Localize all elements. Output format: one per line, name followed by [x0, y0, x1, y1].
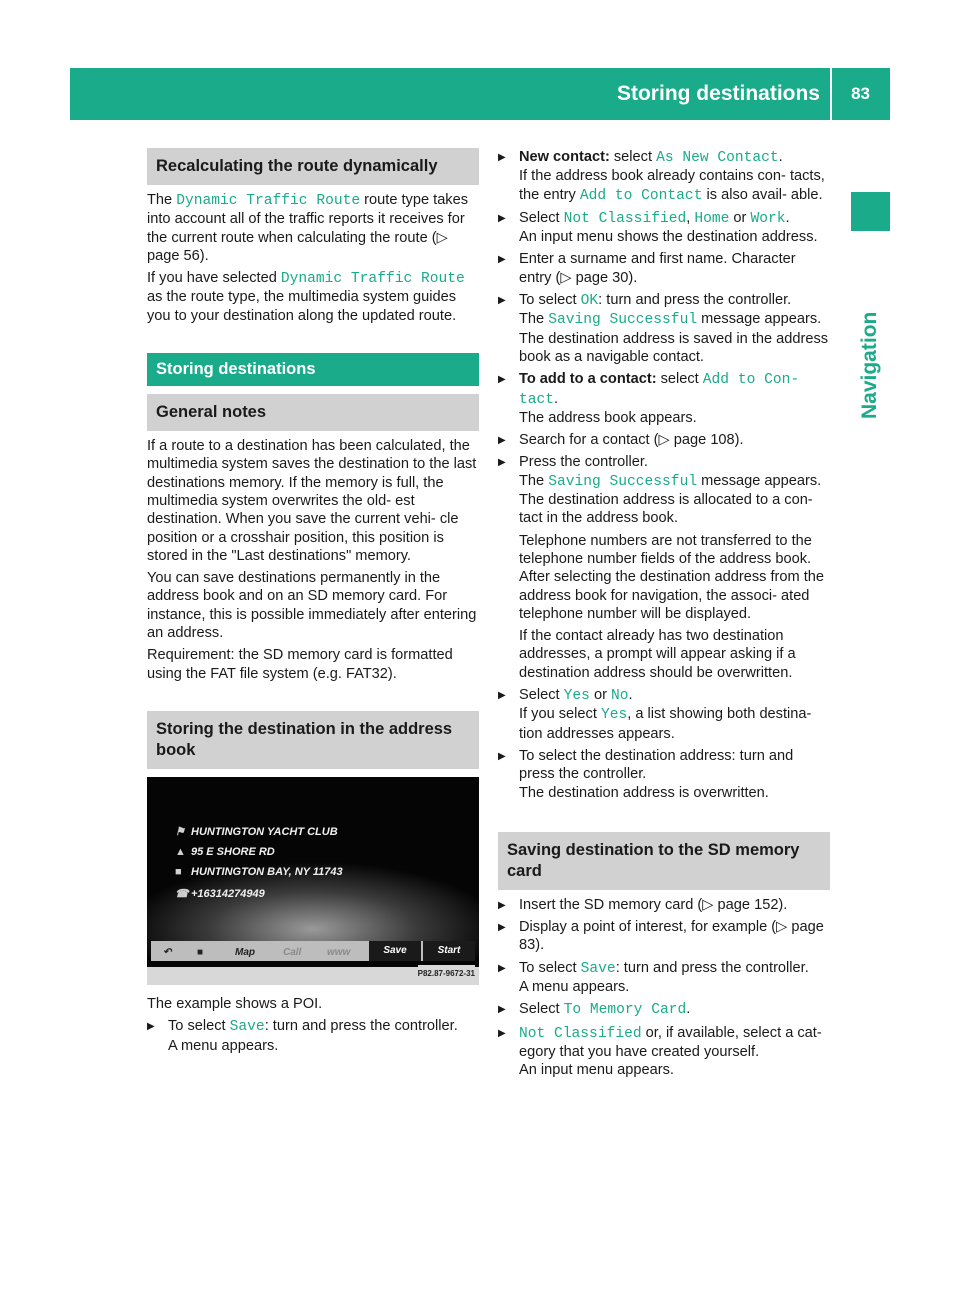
menu-term: To Memory Card — [563, 1002, 687, 1019]
paragraph: Telephone numbers are not transferred to the telephone number fields of the address book. After selecting the destination address from the address book for navigation, the associ- ated telephone number will be displayed. — [519, 532, 825, 622]
step: ▶ To select OK: turn and press the controller. The Saving Successful message appears. The destination address is saved in the address book as a navigable contact. — [498, 291, 830, 366]
figure-caption: The example shows a POI. — [147, 995, 323, 1012]
header-separator — [830, 68, 832, 120]
step: ▶ To select the destination address: turn and press the controller. The destination address is overwritten. — [498, 747, 830, 802]
text: as the route type, the multimedia system guides you to your destination along the updated route. — [147, 289, 457, 324]
page-header — [70, 68, 890, 120]
step: ▶ Select Not Classified, Home or Work. An input menu shows the destination address. — [498, 209, 830, 247]
menu-term: Add to Con- tact — [519, 372, 800, 408]
paragraph — [147, 269, 479, 325]
paragraph: If a route to a destination has been calculated, the multimedia system saves the destination to the last destinations memory. If the memory is full, the multimedia system overwrites the old- est destination. When you save the current vehi- cle position or a crosshair position, this position is stored in the "Last destinations" memory. — [147, 438, 477, 564]
menu-term: As New Contact — [656, 150, 779, 166]
step: ▶ Press the controller. The Saving Successful message appears. The destination address is allocated to a con- tact in the address book. Telephone numbers are not transferred to the telephone number fields of the address book. After selecting the destination address from the address book for navigation, the associ- ated telephone number will be displayed. If the contact already has two destination addresses, a prompt will appear asking if a destination address should be overwritten. — [498, 453, 830, 682]
page-number: 83 — [851, 84, 870, 103]
paragraph: You can save destinations permanently in the address book and on an SD memory card. For instance, this is possible immediately after entering an address. — [147, 570, 477, 642]
poi-row: ☎ +16314274949 — [175, 885, 265, 903]
step: ▶ Insert the SD memory card (▷ page 152). — [498, 896, 830, 914]
step: ▶ Select To Memory Card. — [498, 1000, 830, 1019]
contact-icon[interactable]: ■ — [197, 946, 204, 958]
menu-term: OK — [580, 293, 599, 310]
right-column — [498, 148, 830, 1083]
back-icon[interactable]: ↶ — [163, 946, 172, 958]
menu-term: Yes — [600, 707, 628, 724]
menu-term: Work — [750, 210, 786, 227]
poi-flag-icon: ⚑ — [175, 825, 185, 838]
chapter-label: Navigation — [858, 311, 881, 419]
menu-start[interactable]: Start — [423, 941, 475, 961]
text: The — [147, 192, 177, 208]
step: ▶ Not Classified or, if available, select a cat- egory that you have created yourself. An input menu appears. — [498, 1024, 830, 1080]
text: route type takes into account all of the traffic reports it receives for the current route when calculating the route ( — [147, 192, 469, 246]
section-title-address-book: Storing the destination in the address book — [147, 711, 479, 769]
figure-code: P82.87-9672-31 — [418, 965, 475, 983]
menu-save[interactable]: Save — [369, 941, 421, 961]
chapter-tab — [851, 192, 890, 231]
section-title-storing: Storing destinations — [147, 353, 479, 386]
screen-menu-bar — [151, 941, 475, 961]
menu-www[interactable]: www — [327, 946, 351, 958]
header-title: Storing destinations — [616, 82, 820, 105]
address-pin-icon: ▲ — [175, 845, 186, 858]
section-title-general-notes: General notes — [147, 394, 479, 431]
step: ▶ Select Yes or No. If you select Yes, a list showing both destina- tion addresses appears. — [498, 686, 830, 743]
menu-term: No — [611, 688, 629, 705]
city-icon: ■ — [175, 865, 182, 878]
menu-term: Not Classified — [563, 210, 687, 227]
menu-term: Dynamic Traffic Route — [176, 193, 361, 209]
menu-term: Not Classified — [519, 1025, 642, 1042]
menu-term: Yes — [563, 688, 590, 705]
menu-term: Saving Successful — [548, 473, 698, 490]
poi-row: ▲ 95 E SHORE RD — [175, 843, 275, 861]
menu-term: Home — [694, 210, 730, 227]
paragraph: Requirement: the SD memory card is formatted using the FAT file system (e.g. FAT32). — [147, 647, 453, 682]
step: ▶ Display a point of interest, for example (▷ page 83). — [498, 918, 830, 955]
poi-row: ⚑ HUNTINGTON YACHT CLUB — [175, 823, 338, 841]
section-title-sd-card: Saving destination to the SD memory card — [498, 832, 830, 890]
step: ▶ Search for a contact (▷ page 108). — [498, 431, 830, 449]
step: ▶ To select Save: turn and press the controller. A menu appears. — [498, 959, 830, 997]
text: page 56). — [147, 247, 209, 264]
step: ▶ To select Save: turn and press the controller. A menu appears. — [147, 1017, 479, 1055]
poi-screenshot — [147, 777, 479, 985]
step: ▶ To add to a contact: select Add to Con- tact. The address book appears. — [498, 370, 830, 427]
page-ref-icon: ▷ — [436, 229, 448, 246]
text: If you have selected — [147, 270, 281, 287]
menu-call[interactable]: Call — [283, 946, 302, 958]
poi-row: ■ HUNTINGTON BAY, NY 11743 — [175, 863, 343, 881]
phone-icon: ☎ — [175, 887, 189, 900]
menu-term: Save — [229, 1019, 265, 1036]
paragraph — [147, 191, 479, 265]
menu-term: Saving Successful — [548, 312, 698, 329]
menu-term: Dynamic Traffic Route — [280, 271, 465, 288]
left-column — [147, 148, 479, 1059]
step: ▶ New contact: select As New Contact. If the address book already contains con- tacts, the entry Add to Contact is also avail- able. — [498, 148, 830, 205]
step: ▶ Enter a surname and first name. Character entry (▷ page 30). — [498, 250, 830, 287]
menu-map[interactable]: Map — [235, 946, 255, 958]
paragraph: If the contact already has two destination addresses, a prompt will appear asking if a destination address should be overwritten. — [519, 628, 796, 681]
section-title-recalculating: Recalculating the route dynamically — [147, 148, 479, 185]
menu-term: Save — [580, 960, 616, 977]
menu-term: Add to Contact — [579, 187, 703, 204]
